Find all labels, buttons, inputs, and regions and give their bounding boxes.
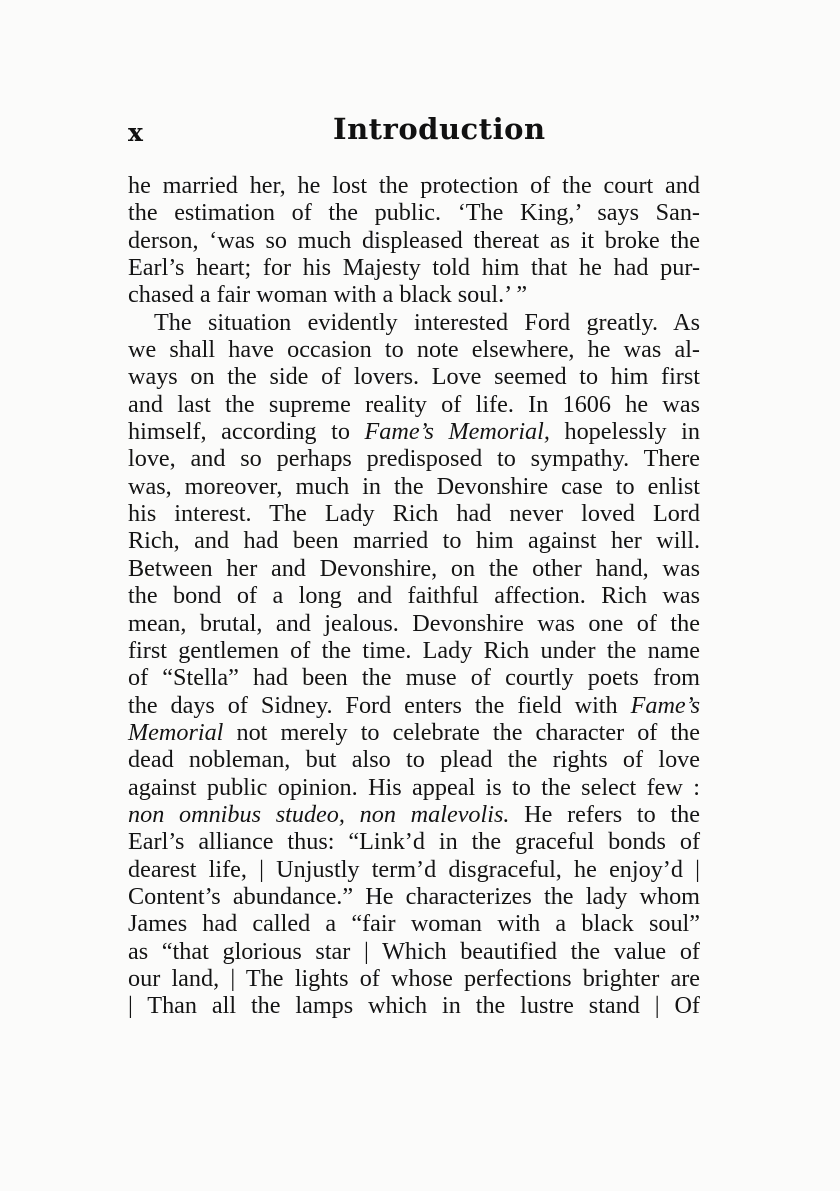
body-text: [128, 172, 700, 1020]
text-segment: He refers to the: [509, 800, 700, 828]
text-line: Earl’s heart; for his Majesty told him that he had pur-: [128, 254, 700, 282]
text-line: as “that glorious star | Which beautified the value of: [128, 937, 700, 965]
text-line: the estimation of the public. ‘The King,’ says San-: [128, 199, 700, 227]
text-line: [128, 692, 700, 719]
text-line: of “Stella” had been the muse of courtly poets from: [128, 664, 700, 692]
text-line: his interest. The Lady Rich had never loved Lord: [128, 500, 700, 528]
text-line: [128, 418, 700, 445]
text-line: first gentlemen of the time. Lady Rich under the name: [128, 636, 700, 664]
text-line: ways on the side of lovers. Love seemed to him first: [128, 363, 700, 391]
italic-text: Fame’s: [630, 691, 700, 719]
text-line: the bond of a long and faithful affection. Rich was: [128, 582, 700, 610]
page-number: x: [128, 118, 143, 147]
text-line: we shall have occasion to note elsewhere, he was al-: [128, 336, 700, 364]
text-line: The situation evidently interested Ford greatly. As: [154, 308, 700, 336]
text-segment: himself, according to: [128, 418, 365, 446]
text-line: he married her, he lost the protection of the court and: [128, 172, 700, 199]
text-line: love, and so perhaps predisposed to sympathy. There: [128, 445, 700, 473]
italic-text: Memorial: [128, 718, 224, 746]
text-segment: hopelessly in: [549, 418, 700, 446]
italic-text: non omnibus studeo, non malevolis.: [128, 800, 510, 828]
text-line: and last the supreme reality of life. In 1606 he was: [128, 390, 700, 418]
text-segment: not merely to celebrate the character of the: [223, 718, 700, 746]
text-line: dead nobleman, but also to plead the rights of love: [128, 746, 700, 774]
italic-text: Fame’s Memorial,: [364, 418, 550, 446]
text-line: James had called a “fair woman with a black soul”: [128, 910, 700, 938]
page-header: [128, 112, 698, 160]
text-line: chased a fair woman with a black soul.’ ”: [128, 281, 528, 309]
text-line: Rich, and had been married to him against her will.: [128, 527, 700, 555]
running-title: Introduction: [333, 112, 546, 146]
text-line: dearest life, | Unjustly term’d disgraceful, he enjoy’d |: [128, 855, 700, 883]
text-line: our land, | The lights of whose perfections brighter are: [128, 964, 700, 992]
text-line: was, moreover, much in the Devonshire case to enlist: [128, 472, 700, 500]
text-line: Between her and Devonshire, on the other hand, was: [128, 554, 700, 582]
text-line: Earl’s alliance thus: “Link’d in the graceful bonds of: [128, 828, 700, 856]
text-line: mean, brutal, and jealous. Devonshire was one of the: [128, 609, 700, 637]
text-segment: the days of Sidney. Ford enters the field with: [128, 691, 631, 719]
text-line: Content’s abundance.” He characterizes the lady whom: [128, 882, 700, 910]
text-line: [128, 719, 700, 746]
text-line: derson, ‘was so much displeased thereat as it broke the: [128, 226, 700, 254]
text-line: [128, 801, 700, 828]
text-line: | Than all the lamps which in the lustre stand | Of: [128, 992, 700, 1020]
text-line: against public opinion. His appeal is to the select few :: [128, 773, 700, 801]
